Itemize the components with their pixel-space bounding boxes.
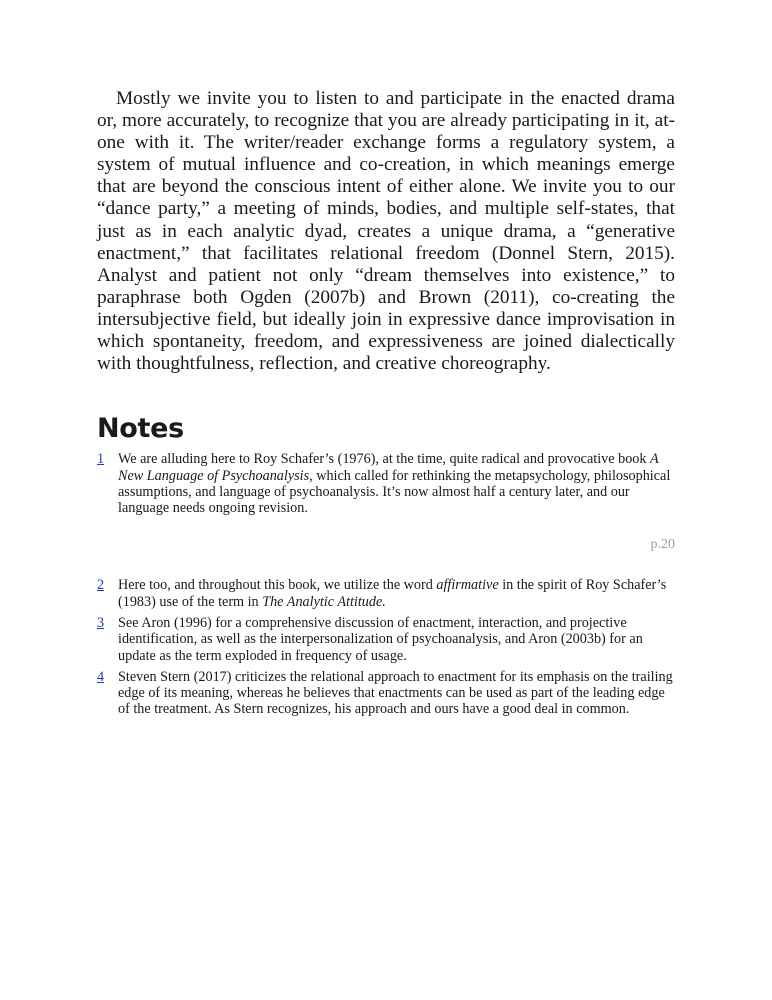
- note-1: [97, 451, 675, 516]
- note-4-text: Steven Stern (2017) criticizes the relational approach to enactment for its emphasis on the trailing edge of its meaning, whereas he believes that enactments can be used as part of the leading edge of the treatment. As Stern recognizes, his approach and ours have a good deal in common.: [118, 668, 673, 718]
- note-1-link[interactable]: 1: [97, 451, 105, 468]
- page-marker: p.20: [650, 537, 675, 553]
- note-1-text-before: We are alluding here to Roy Schafer’s (1976), at the time, quite radical and provocative book: [118, 451, 651, 468]
- note-4: [97, 669, 675, 718]
- note-2-text-middle: in the spirit of Roy Schafer’s (1983) use of the term in: [118, 577, 667, 610]
- note-3-link[interactable]: 3: [97, 615, 105, 631]
- note-1-book-title: A New Language of Psychoanalysis: [118, 451, 659, 484]
- note-2-book-title: The Analytic Attitude.: [262, 593, 386, 610]
- notes-heading: Notes: [97, 413, 184, 445]
- note-2: [97, 577, 675, 610]
- note-2-text-before: Here too, and throughout this book, we utilize the word: [118, 577, 437, 594]
- note-3-text: See Aron (1996) for a comprehensive discussion of enactment, interaction, and projective identification, as well as the interpersonalization of psychoanalysis, and Aron (2003b) for an update as the term exploded in frequency of usage.: [118, 615, 643, 664]
- note-3: [97, 615, 675, 664]
- page-content: [97, 88, 675, 723]
- note-2-term: affirmative: [436, 577, 499, 594]
- note-2-link[interactable]: 2: [97, 577, 105, 594]
- body-paragraph: Mostly we invite you to listen to and participate in the enacted drama or, more accurately, to recognize that you are already participating in it, at-one with it. The writer/reader exchange forms a regulatory system, a system of mutual influence and co-creation, in which meanings emerge that are beyond the conscious intent of either alone. We invite you to our “dance party,” a meeting of minds, bodies, and multiple self-states, that just as in each analytic dyad, creates a unique drama, a “generative enactment,” that facilitates relational freedom (Donnel Stern, 2015). Analyst and patient not only “dream themselves into existence,” to paraphrase both Ogden (2007b) and Brown (2011), co-creating the intersubjective field, but ideally join in expressive dance improvisation in which spontaneity, freedom, and expressiveness are joined dialectically with thoughtfulness, reflection, and creative choreography.: [97, 88, 675, 375]
- note-4-link[interactable]: 4: [97, 668, 105, 685]
- note-1-text-after: , which called for rethinking the metapsychology, philosophical assumptions, and language of psychoanalysis. It’s now almost half a century later, and our language needs ongoing revision.: [118, 467, 671, 517]
